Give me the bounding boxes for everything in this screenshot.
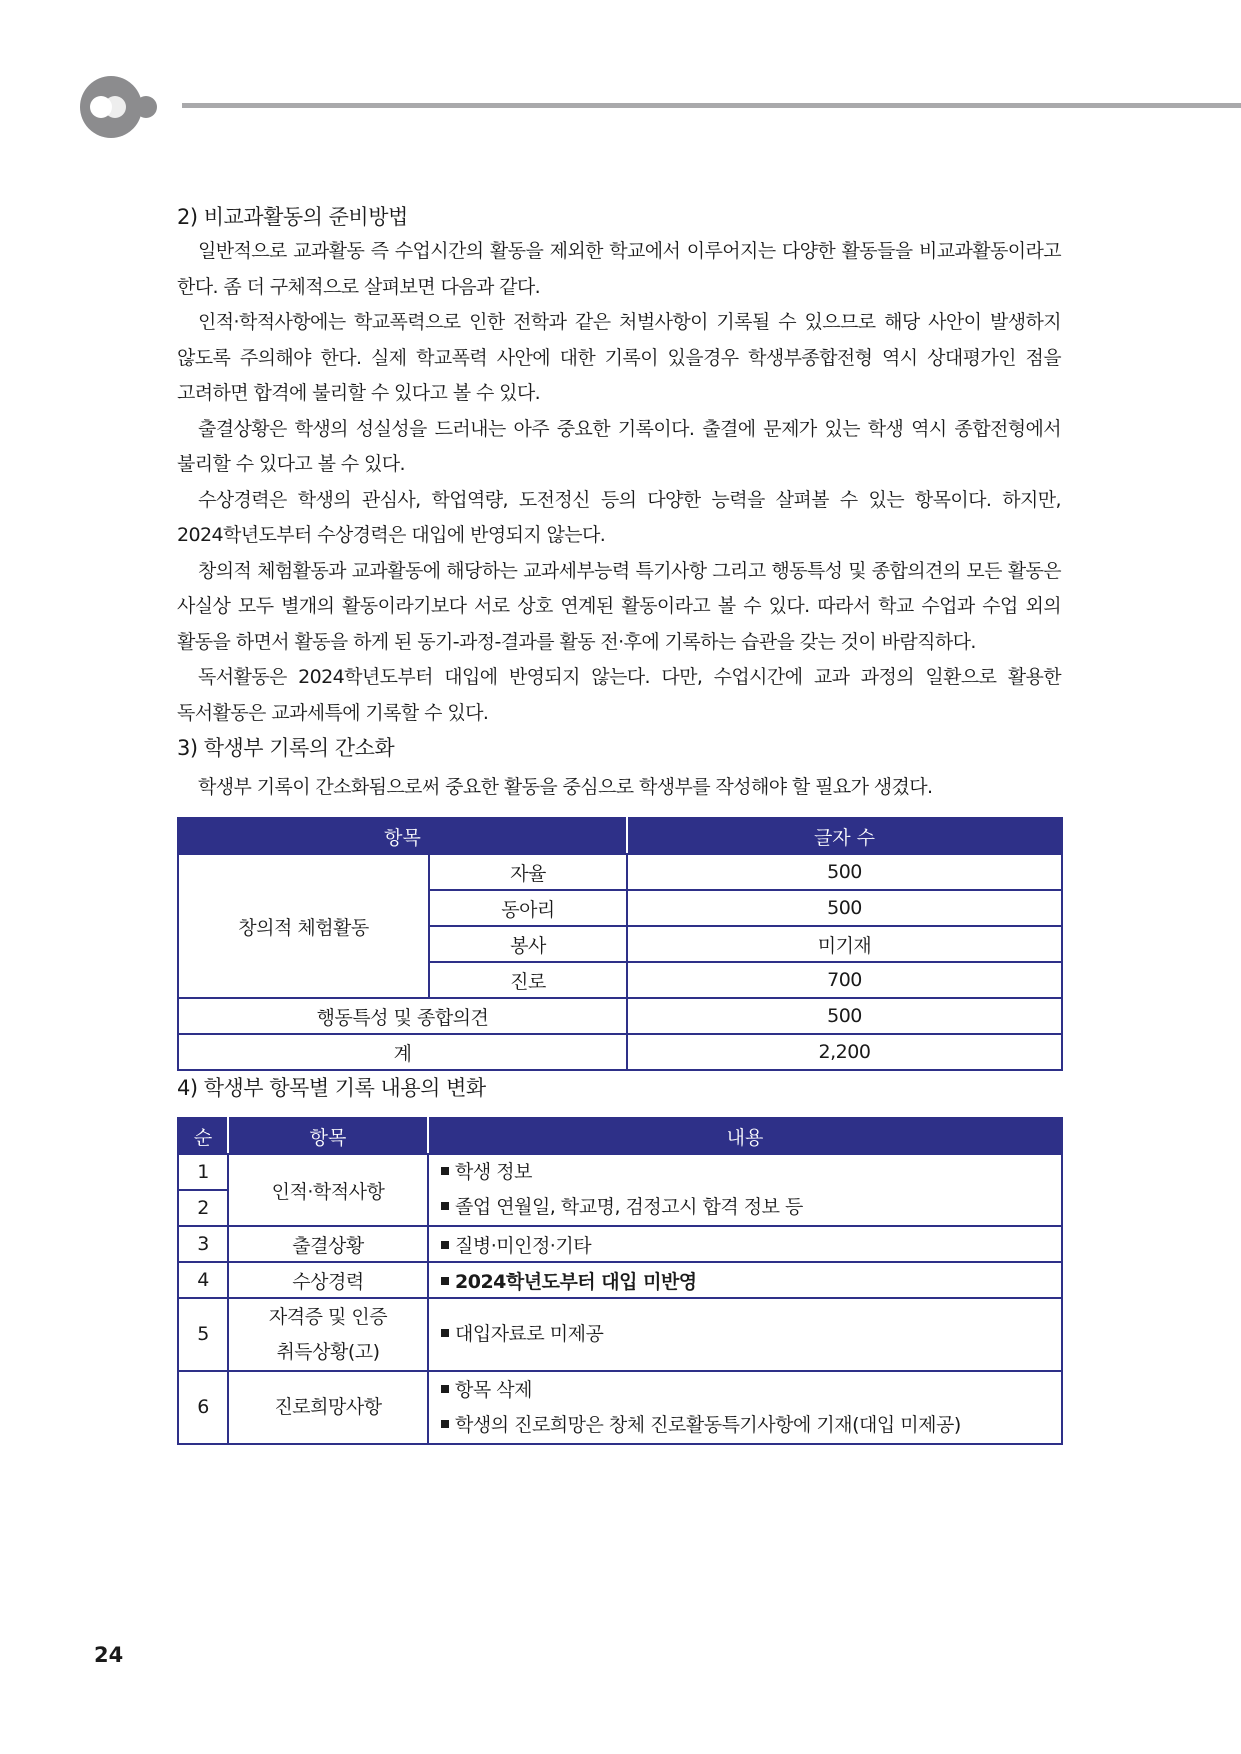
- table-total-row: [178, 1034, 1062, 1070]
- row-item: 동아리: [429, 890, 627, 926]
- row-content: [428, 1371, 1062, 1444]
- record-changes-table: [177, 1117, 1063, 1445]
- bullet-square-icon: [441, 1420, 449, 1428]
- table-row: [178, 1154, 1062, 1190]
- section2-paragraph-3: 출결상황은 학생의 성실성을 드러내는 아주 중요한 기록이다. 출결에 문제가 있는 학생 역시 종합전형에서 불리할 수 있다고 볼 수 있다.: [177, 417, 1061, 475]
- row-count: 500: [627, 854, 1062, 890]
- row-item: 출결상황: [228, 1226, 428, 1262]
- bullet-square-icon: [441, 1277, 449, 1285]
- total-count: 2,200: [627, 1034, 1062, 1070]
- table-row: [178, 1262, 1062, 1298]
- content-line: 학생의 진로희망은 창체 진로활동특기사항에 기재(대입 미제공): [441, 1408, 1061, 1443]
- chapter-logo: [78, 74, 188, 140]
- character-count-table: [177, 817, 1063, 1071]
- bullet-square-icon: [441, 1241, 449, 1249]
- row-item: 봉사: [429, 926, 627, 962]
- header-rule: [182, 103, 1241, 108]
- table-row: [178, 998, 1062, 1034]
- row-item: 진로: [429, 962, 627, 998]
- header-count: 글자 수: [627, 818, 1062, 854]
- row-num: 6: [178, 1371, 228, 1444]
- content-line: 졸업 연월일, 학교명, 검정고시 합격 정보 등: [441, 1190, 1061, 1225]
- header-content: 내용: [428, 1118, 1062, 1154]
- row-content: 대입자료로 미제공: [428, 1298, 1062, 1371]
- section4-title: 4) 학생부 항목별 기록 내용의 변화: [177, 1076, 486, 1100]
- row-num: 2: [178, 1190, 228, 1226]
- row-count: 500: [627, 998, 1062, 1034]
- content-line: 항목 삭제: [441, 1373, 1061, 1408]
- page-number: 24: [94, 1643, 124, 1667]
- table-row: [178, 1298, 1062, 1371]
- header-item: 항목: [228, 1118, 428, 1154]
- row-content: 질병·미인정·기타: [428, 1226, 1062, 1262]
- bullet-square-icon: [441, 1202, 449, 1210]
- row-item: 진로희망사항: [228, 1371, 428, 1444]
- row-num: 4: [178, 1262, 228, 1298]
- row-count: 500: [627, 890, 1062, 926]
- content-line: 학생 정보: [441, 1155, 1061, 1190]
- table-header-row: [178, 1118, 1062, 1154]
- row-num: 1: [178, 1154, 228, 1190]
- header-num: 순: [178, 1118, 228, 1154]
- total-label: 계: [178, 1034, 627, 1070]
- row-content: [428, 1154, 1062, 1226]
- section2-paragraph-6: 독서활동은 2024학년도부터 대입에 반영되지 않는다. 다만, 수업시간에 교과 과정의 일환으로 활용한 독서활동은 교과세특에 기록할 수 있다.: [177, 666, 1061, 724]
- bullet-square-icon: [441, 1385, 449, 1393]
- section2-title: 2) 비교과활동의 준비방법: [177, 205, 408, 229]
- table-header-row: [178, 818, 1062, 854]
- table-row: [178, 854, 1062, 890]
- row-item: 자율: [429, 854, 627, 890]
- row-item: 자격증 및 인증 취득상황(고): [228, 1298, 428, 1371]
- row-item: 인적·학적사항: [228, 1154, 428, 1226]
- row-num: 3: [178, 1226, 228, 1262]
- row-count: 700: [627, 962, 1062, 998]
- header-item: 항목: [178, 818, 627, 854]
- row-num: 5: [178, 1298, 228, 1371]
- group-label: 창의적 체험활동: [178, 854, 429, 998]
- section2-paragraph-4: 수상경력은 학생의 관심사, 학업역량, 도전정신 등의 다양한 능력을 살펴볼 수 있는 항목이다. 하지만, 2024학년도부터 수상경력은 대입에 반영되지 않는다.: [177, 488, 1061, 546]
- section2-paragraph-5: 창의적 체험활동과 교과활동에 해당하는 교과세부능력 특기사항 그리고 행동특성 및 종합의견의 모든 활동은 사실상 모두 별개의 활동이라기보다 서로 상호 연계된 활동이라고 볼 수 있다. 따라서 학교 수업과 수업 외의 활동을 하면서 활동을 하게 된 동기-과정-결과를 활동 전·후에 기록하는 습관을 갖는 것이 바람직하다.: [177, 559, 1061, 653]
- section2-paragraph-1: 일반적으로 교과활동 즉 수업시간의 활동을 제외한 학교에서 이루어지는 다양한 활동들을 비교과활동이라고 한다. 좀 더 구체적으로 살펴보면 다음과 같다.: [177, 240, 1061, 298]
- bullet-square-icon: [441, 1167, 449, 1175]
- bullet-square-icon: [441, 1329, 449, 1337]
- section3-title: 3) 학생부 기록의 간소화: [177, 736, 395, 760]
- row-content: 2024학년도부터 대입 미반영: [428, 1262, 1062, 1298]
- row-item: 행동특성 및 종합의견: [178, 998, 627, 1034]
- table-row: [178, 1371, 1062, 1444]
- row-item: 수상경력: [228, 1262, 428, 1298]
- row-count: 미기재: [627, 926, 1062, 962]
- section3-intro: 학생부 기록이 간소화됨으로써 중요한 활동을 중심으로 학생부를 작성해야 할 필요가 생겼다.: [198, 776, 933, 798]
- table-row: [178, 1226, 1062, 1262]
- section2-paragraph-2: 인적·학적사항에는 학교폭력으로 인한 전학과 같은 처벌사항이 기록될 수 있으므로 해당 사안이 발생하지 않도록 주의해야 한다. 실제 학교폭력 사안에 대한 기록이 있을경우 학생부종합전형 역시 상대평가인 점을 고려하면 합격에 불리할 수 있다고 볼 수 있다.: [177, 311, 1061, 404]
- page-content: [177, 200, 1061, 1445]
